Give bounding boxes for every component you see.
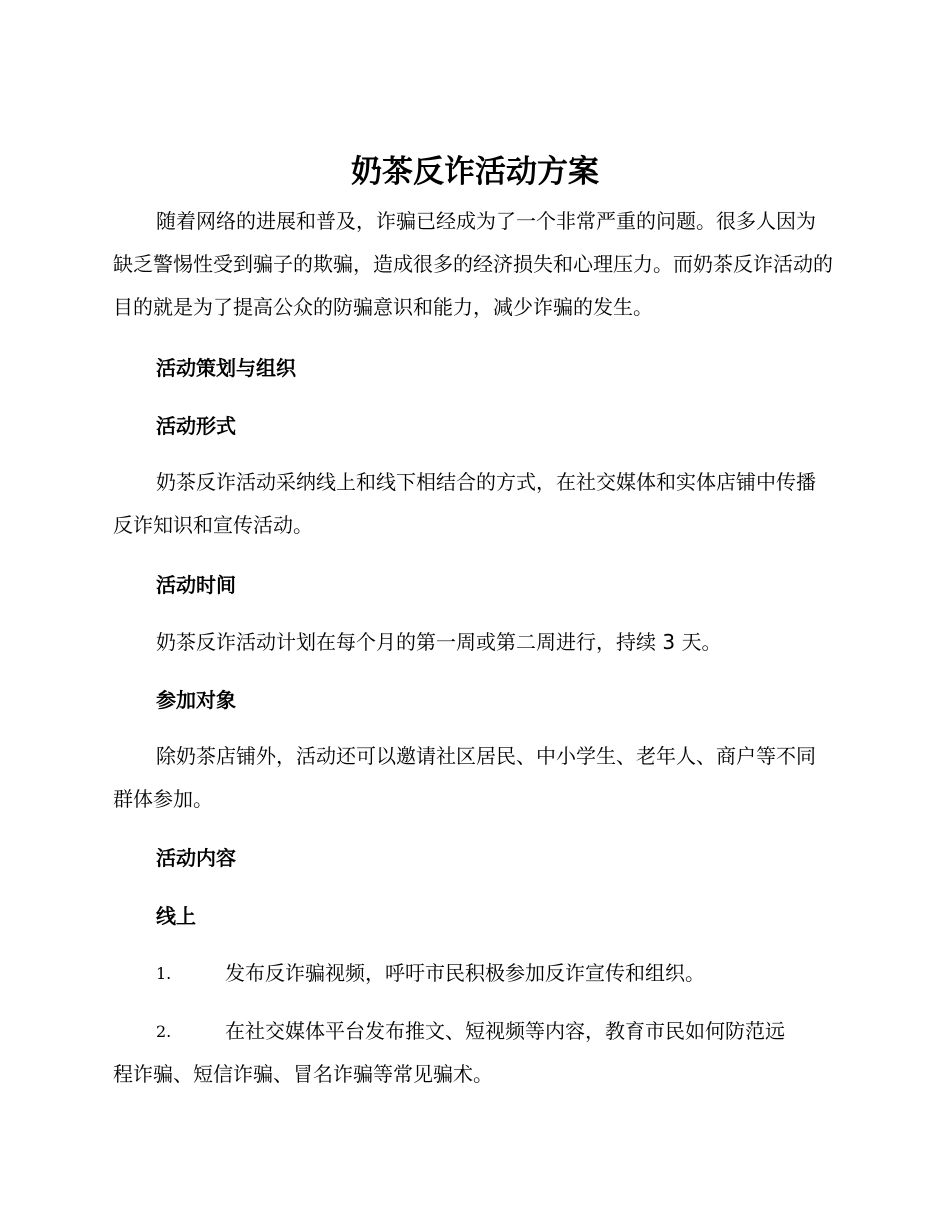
intro-paragraph: 随着网络的进展和普及，诈骗已经成为了一个非常严重的问题。很多人因为缺乏警惕性受到骗子的欺骗，造成很多的经济损失和心理压力。而奶茶反诈活动的目的就是为了提高公众的防骗意识和能力，减少诈骗的发生。 (113, 209, 833, 319)
list-item (113, 952, 833, 995)
list-item-continuation: 程诈骗、短信诈骗、冒名诈骗等常见骗术。 (113, 1062, 493, 1086)
heading-content: 活动内容 (156, 846, 236, 870)
list-item-number: 2. (156, 1022, 172, 1041)
list-item-text: 在社交媒体平台发布推文、短视频等内容，教育市民如何防范远 (225, 1019, 785, 1043)
list-item-text: 发布反诈骗视频，呼吁市民积极参加反诈宣传和组织。 (225, 961, 705, 985)
list-item (113, 1010, 833, 1096)
form-paragraph: 奶茶反诈活动采纳线上和线下相结合的方式，在社交媒体和实体店铺中传播反诈知识和宣传活动。 (113, 470, 816, 537)
heading-online: 线上 (156, 904, 196, 928)
heading-planning: 活动策划与组织 (156, 356, 296, 380)
time-paragraph: 奶茶反诈活动计划在每个月的第一周或第二周进行，持续 3 天。 (156, 630, 722, 654)
audience-paragraph: 除奶茶店铺外，活动还可以邀请社区居民、中小学生、老年人、商户等不同群体参加。 (113, 744, 816, 811)
heading-time: 活动时间 (156, 573, 236, 597)
document-title: 奶茶反诈活动方案 (351, 154, 599, 190)
heading-form: 活动形式 (156, 414, 236, 438)
heading-audience: 参加对象 (156, 688, 236, 712)
list-item-number: 1. (156, 964, 172, 983)
